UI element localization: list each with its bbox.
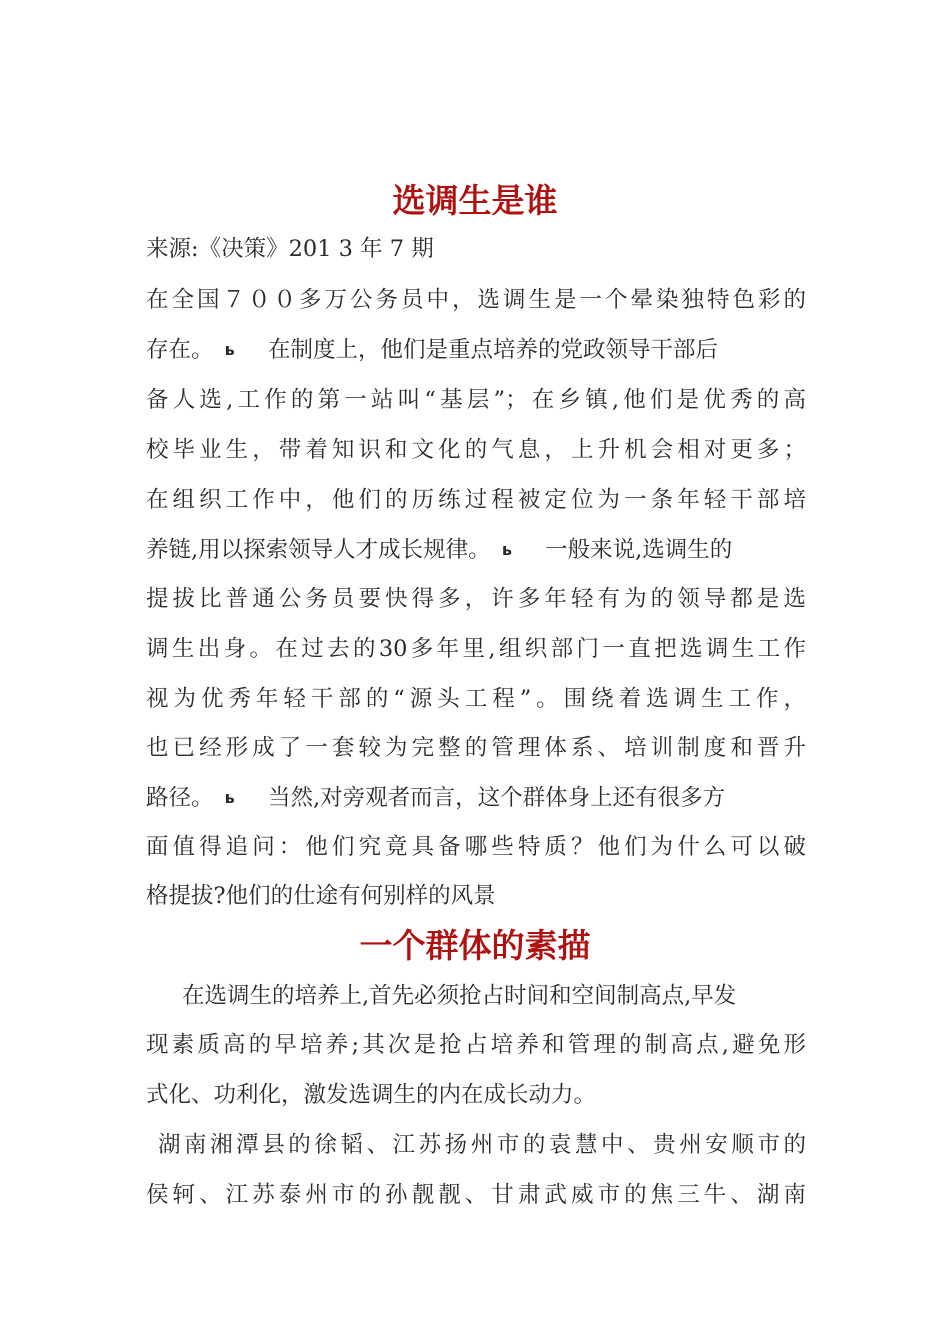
- section-heading: 一个群体的素描: [359, 926, 591, 965]
- intro-line-8: 调生出身。在过去的30多年里,组织部门一直把选调生工作: [146, 636, 806, 662]
- bullet-icon: ь: [224, 788, 235, 807]
- section-line-5: 侯轲、江苏泰州市的孙靓靓、甘肃武威市的焦三牛、湖南: [146, 1182, 806, 1208]
- intro-line-5: 在组织工作中，他们的历练过程被定位为一条年轻干部培: [146, 487, 806, 513]
- intro-line-11: [146, 783, 806, 813]
- intro-line-7: 提拔比普通公务员要快得多，许多年轻有为的领导都是选: [146, 586, 806, 612]
- intro-line-12: 面值得追问：他们究竟具备哪些特质？他们为什么可以破: [146, 834, 806, 860]
- source-line: 来源:《决策》201 3 年 7 期: [146, 236, 434, 262]
- section-line-2: 现素质高的早培养;其次是抢占培养和管理的制高点,避免形: [146, 1032, 806, 1058]
- section-line-4: 湖南湘潭县的徐韬、江苏扬州市的袁慧中、贵州安顺市的: [158, 1132, 806, 1158]
- bullet-icon: ь: [224, 340, 235, 359]
- intro-text-e: 路径。: [146, 785, 214, 811]
- intro-text-f: 当然,对旁观者而言，这个群体身上还有很多方: [267, 785, 726, 811]
- intro-line-6: [146, 535, 806, 565]
- intro-text-b: 在制度上，他们是重点培养的党政领导干部后: [267, 337, 718, 363]
- intro-text-d: 一般来说,选调生的: [545, 537, 733, 563]
- bullet-icon: ь: [501, 540, 512, 559]
- intro-line-13: 格提拔?他们的仕途有何别样的风景: [146, 883, 496, 909]
- intro-text-c: 养链,用以探索领导人才成长规律。: [146, 537, 491, 563]
- article-title: 选调生是谁: [392, 181, 558, 220]
- section-line-1: 在选调生的培养上,首先必须抢占时间和空间制高点,早发: [182, 983, 737, 1009]
- intro-line-4: 校毕业生，带着知识和文化的气息，上升机会相对更多；: [146, 437, 806, 463]
- intro-line-2: [146, 335, 806, 365]
- intro-line-10: 也已经形成了一套较为完整的管理体系、培训制度和晋升: [146, 735, 806, 761]
- intro-line-3: 备人选,工作的第一站叫“基层”；在乡镇,他们是优秀的高: [146, 387, 806, 413]
- intro-text-a: 存在。: [146, 337, 214, 363]
- intro-line-1: 在全国７００多万公务员中，选调生是一个晕染独特色彩的: [146, 287, 806, 313]
- intro-line-9: 视为优秀年轻干部的“源头工程”。围绕着选调生工作，: [146, 686, 806, 712]
- section-line-3: 式化、功利化，激发选调生的内在成长动力。: [146, 1082, 597, 1108]
